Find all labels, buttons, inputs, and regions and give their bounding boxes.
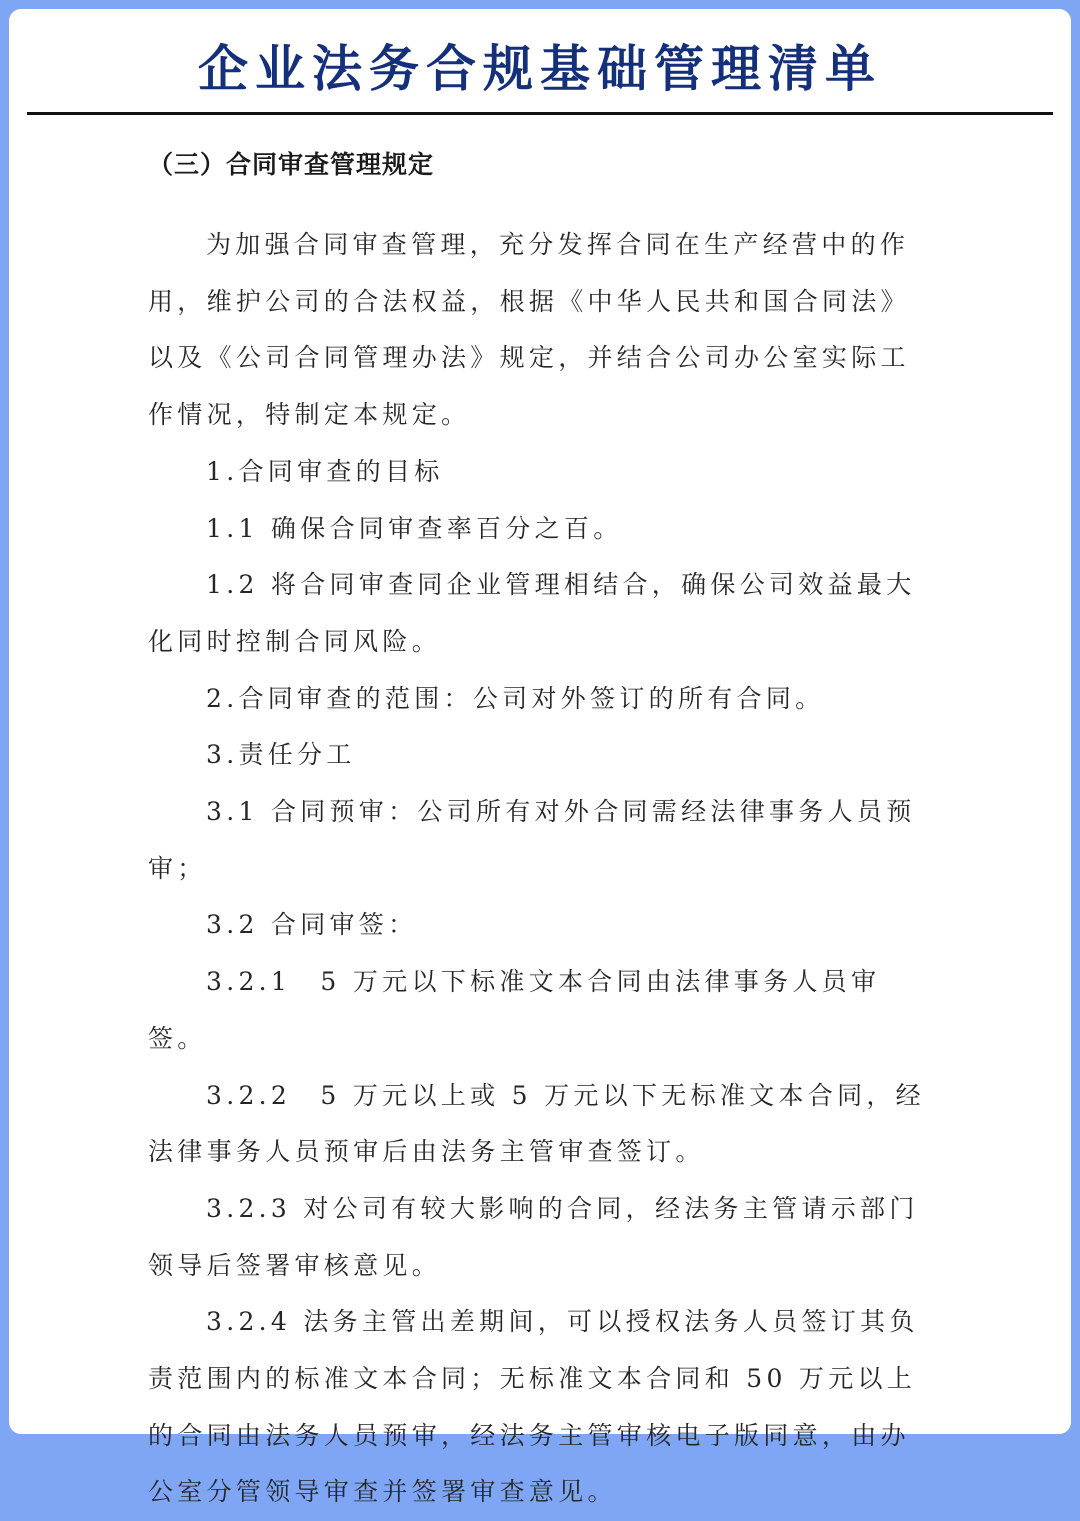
paragraph-intro: 为加强合同审查管理，充分发挥合同在生产经营中的作用，维护公司的合法权益，根据《中华人民共和国合同法》以及《公司合同管理办法》规定，并结合公司办公室实际工作情况，特制定本规定。 — [148, 230, 910, 430]
paragraph-3: 3.责任分工 — [206, 740, 356, 770]
document-page — [9, 9, 1071, 1507]
paragraph-3-2-1: 3.2.1 5 万元以下标准文本合同由法律事务人员审签。 — [148, 967, 881, 1053]
paragraph-3-2-3: 3.2.3 对公司有较大影响的合同，经法务主管请示部门领导后签署审核意见。 — [148, 1193, 919, 1280]
paragraph-1: 1.合同审查的目标 — [206, 456, 444, 486]
paragraph-2: 2.合同审查的范围：公司对外签订的所有合同。 — [206, 683, 825, 713]
paragraph-3-2-4: 3.2.4 法务主管出差期间，可以授权法务人员签订其负责范围内的标准文本合同；无标准文本合同和 50 万元以上的合同由法务人员预审，经法务主管审核电子版同意，由办公室分管领导审查并签署审查意见。 — [148, 1307, 919, 1507]
paragraph-1-2: 1.2 将合同审查同企业管理相结合，确保公司效益最大化同时控制合同风险。 — [148, 570, 916, 656]
document-title: 企业法务合规基础管理清单 — [198, 40, 882, 98]
document-body — [148, 217, 936, 1521]
section-heading: （三）合同审查管理规定 — [148, 150, 435, 179]
paragraph-1-1: 1.1 确保合同审查率百分之百。 — [206, 513, 623, 543]
title-divider — [27, 112, 1053, 115]
paragraph-3-2: 3.2 合同审签： — [206, 910, 418, 940]
paragraph-3-2-2: 3.2.2 5 万元以上或 5 万元以下无标准文本合同，经法律事务人员预审后由法务主管审查签订。 — [148, 1080, 925, 1167]
paragraph-3-1: 3.1 合同预审：公司所有对外合同需经法律事务人员预审； — [148, 797, 916, 883]
